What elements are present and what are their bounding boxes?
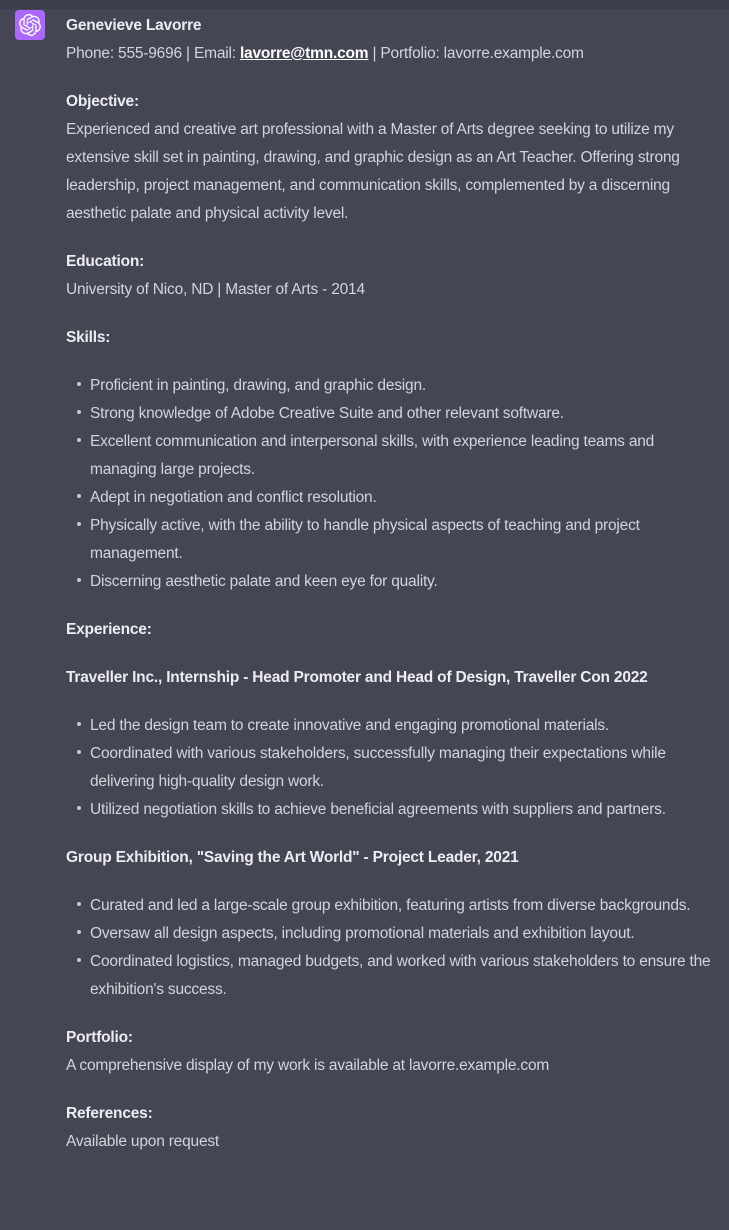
assistant-avatar	[15, 10, 45, 40]
list-item: Physically active, with the ability to handle physical aspects of teaching and project management.	[90, 512, 717, 568]
skills-section	[66, 324, 717, 596]
job-1-list	[66, 712, 717, 824]
list-item: Adept in negotiation and conflict resolution.	[90, 484, 717, 512]
list-item: Discerning aesthetic palate and keen eye for quality.	[90, 568, 717, 596]
email-link[interactable]: lavorre@tmn.com	[239, 45, 369, 62]
section-heading: Experience:	[66, 621, 152, 638]
experience-section-heading	[66, 616, 717, 644]
list-item: Excellent communication and interpersonal skills, with experience leading teams and managing large projects.	[90, 428, 717, 484]
experience-job-1	[66, 664, 717, 824]
objective-section	[66, 88, 717, 228]
section-heading: Education:	[66, 253, 145, 270]
list-item: Coordinated logistics, managed budgets, and worked with various stakeholders to ensure the exhibition's success.	[90, 948, 717, 1004]
education-body: University of Nico, ND | Master of Arts - 2014	[66, 281, 365, 298]
list-item: Strong knowledge of Adobe Creative Suite and other relevant software.	[90, 400, 717, 428]
row-divider-strip	[0, 0, 729, 9]
job-title: Group Exhibition, "Saving the Art World" - Project Leader, 2021	[66, 849, 519, 866]
contact-prefix: Phone: 555-9696 | Email:	[66, 45, 240, 62]
section-heading: References:	[66, 1105, 153, 1122]
job-2-list	[66, 892, 717, 1004]
list-item: Coordinated with various stakeholders, successfully managing their expectations while delivering high-quality design work.	[90, 740, 717, 796]
sender-name: Genevieve Lavorre	[66, 17, 202, 34]
education-section	[66, 248, 717, 304]
job-title: Traveller Inc., Internship - Head Promoter and Head of Design, Traveller Con 2022	[66, 669, 648, 686]
message-content	[0, 9, 729, 1196]
objective-body: Experienced and creative art professional with a Master of Arts degree seeking to utilize my extensive skill set in painting, drawing, and graphic design as an Art Teacher. Offering strong leadership, project management, and communication skills, complemented by a discerning aesthetic palate and physical activity level.	[66, 121, 680, 222]
list-item: Curated and led a large-scale group exhibition, featuring artists from diverse backgrounds.	[90, 892, 717, 920]
skills-list	[66, 372, 717, 596]
section-heading: Skills:	[66, 329, 111, 346]
list-item: Proficient in painting, drawing, and graphic design.	[90, 372, 717, 400]
references-body: Available upon request	[66, 1133, 220, 1150]
list-item: Led the design team to create innovative and engaging promotional materials.	[90, 712, 717, 740]
openai-logo-icon	[19, 14, 41, 36]
portfolio-section	[66, 1024, 717, 1080]
portfolio-body: A comprehensive display of my work is available at lavorre.example.com	[66, 1057, 550, 1074]
contact-line	[66, 40, 717, 68]
list-item: Oversaw all design aspects, including promotional materials and exhibition layout.	[90, 920, 717, 948]
contact-suffix: | Portfolio: lavorre.example.com	[368, 45, 584, 62]
section-heading: Objective:	[66, 93, 139, 110]
experience-job-2	[66, 844, 717, 1004]
list-item: Utilized negotiation skills to achieve beneficial agreements with suppliers and partners.	[90, 796, 717, 824]
references-section	[66, 1100, 717, 1156]
section-heading: Portfolio:	[66, 1029, 133, 1046]
